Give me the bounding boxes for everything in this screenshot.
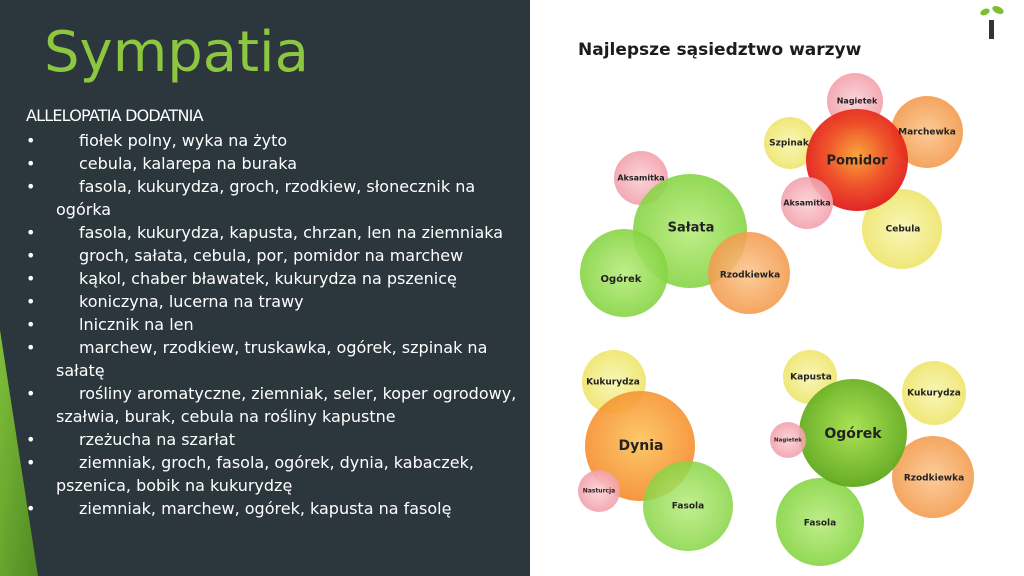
bullet-text: marchew, rzodkiew, truskawka, ogórek, szpinak na sałatę [56,338,488,380]
companion-planting-diagram [530,0,1024,576]
bullet-marker: • [26,177,36,196]
label-ogorek-fasola: Fasola [803,518,837,529]
label-kapusta: Kapusta [790,372,832,383]
slide-subtitle: ALLELOPATIA DODATNIA [26,106,203,125]
label-salata-rzodkiewka: Rzodkiewka [719,270,781,281]
bullet-marker: • [26,499,36,518]
label-ogorek: Ogórek [824,426,882,442]
label-salata: Sałata [667,220,715,236]
bullet-list [26,129,520,520]
bullet-text: ziemniak, groch, fasola, ogórek, dynia, kabaczek, pszenica, bobik na kukurydzę [56,453,474,495]
bullet-text: ziemniak, marchew, ogórek, kapusta na fasolę [79,499,452,518]
bullet-item [26,290,520,313]
bullet-text: rośliny aromatyczne, ziemniak, seler, koper ogrodowy, szałwia, burak, cebula na rośliny kapustne [56,384,517,426]
label-nagietek: Nagietek [836,96,878,106]
label-dynia: Dynia [618,438,664,454]
label-cebula: Cebula [885,224,921,235]
label-marchewka: Marchewka [898,127,956,138]
bullet-item [26,152,520,175]
bullet-marker: • [26,269,36,288]
bullet-text: groch, sałata, cebula, por, pomidor na marchew [79,246,464,265]
bullet-marker: • [26,384,36,403]
bullet-marker: • [26,292,36,311]
bullet-text: rzeżucha na szarłat [79,430,235,449]
label-szpinak: Szpinak [769,138,809,149]
bullet-item [26,451,520,497]
cluster-dynia [578,350,733,551]
bullet-text: cebula, kalarepa na buraka [79,154,298,173]
bullet-item [26,244,520,267]
bullet-marker: • [26,338,36,357]
bullet-item [26,336,520,382]
bullet-item [26,267,520,290]
label-ogorek-rzodkiewka: Rzodkiewka [903,473,965,484]
bullet-text: koniczyna, lucerna na trawy [79,292,304,311]
diagram-title: Najlepsze sąsiedztwo warzyw [578,40,862,60]
label-aksamitka-pomidor: Aksamitka [783,198,831,208]
label-ogorek-kukurydza: Kukurydza [907,388,961,399]
bullet-text: kąkol, chaber bławatek, kukurydza na pszenicę [79,269,457,288]
bubble-ogorek-salata [580,229,668,317]
bullet-text: fiołek polny, wyka na żyto [79,131,288,150]
bullet-marker: • [26,154,36,173]
label-dynia-kukurydza: Kukurydza [586,377,640,388]
bullet-item [26,175,520,221]
label-ogorek-nagietek: Nagietek [774,437,802,444]
bullet-item [26,129,520,152]
bullet-marker: • [26,453,36,472]
bullet-item [26,313,520,336]
sprout-logo [979,4,1005,39]
bullet-text: fasola, kukurydza, kapusta, chrzan, len na ziemniaka [79,223,504,242]
bullet-marker: • [26,315,36,334]
cluster-pomidor [764,73,963,269]
bullet-marker: • [26,131,36,150]
bullet-marker: • [26,246,36,265]
cluster-ogorek [770,350,974,566]
bullet-text: lnicznik na len [79,315,194,334]
bullet-item [26,382,520,428]
label-pomidor: Pomidor [826,153,888,169]
right-panel [530,0,1024,576]
bullet-item [26,428,520,451]
label-salata-aksamitka: Aksamitka [617,173,665,183]
label-nasturcja: Nasturcja [582,487,616,495]
slide-title: Sympatia [44,20,309,85]
label-dynia-fasola: Fasola [671,501,705,512]
bullet-marker: • [26,430,36,449]
bullet-item [26,497,520,520]
bullet-marker: • [26,223,36,242]
cluster-salata [580,151,790,317]
bullet-item [26,221,520,244]
bullet-text: fasola, kukurydza, groch, rzodkiew, słonecznik na ogórka [56,177,476,219]
label-salata-ogorek: Ogórek [600,274,642,285]
